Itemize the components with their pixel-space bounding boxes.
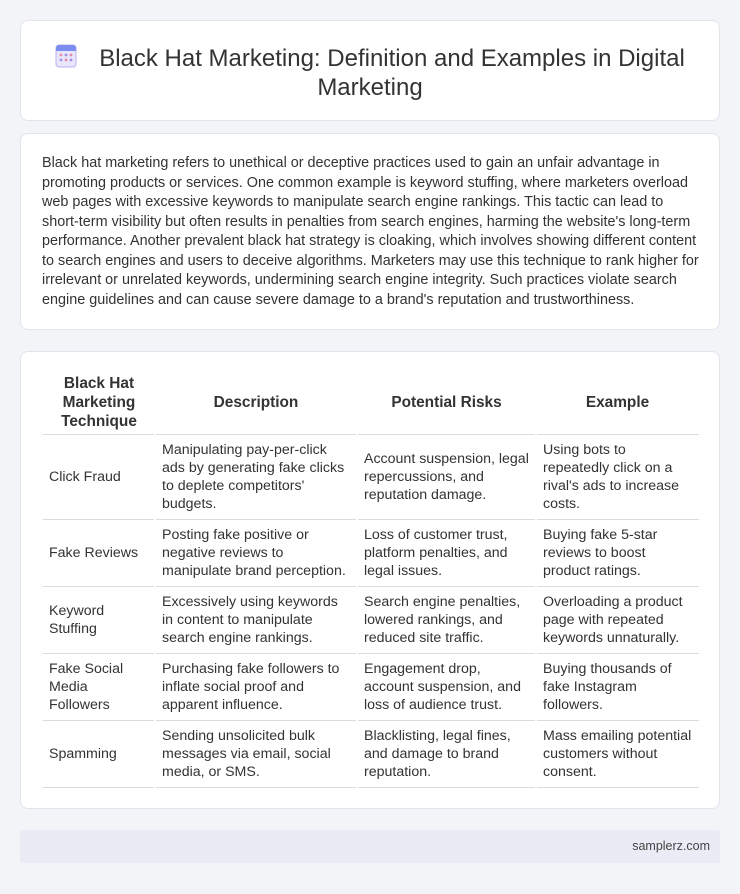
technique-cell: Spamming <box>43 720 155 787</box>
example-cell: Overloading a product page with repeated keywords unnaturally. <box>536 586 699 653</box>
example-cell: Mass emailing potential customers without consent. <box>536 720 699 787</box>
example-cell: Using bots to repeatedly click on a rival's ads to increase costs. <box>536 434 699 519</box>
header-example: Example <box>585 394 650 412</box>
technique-cell: Click Fraud <box>43 434 155 519</box>
table-row <box>43 586 699 653</box>
table-row <box>43 720 699 787</box>
technique-cell: Fake Reviews <box>43 519 155 586</box>
table-card <box>20 351 720 809</box>
intro-card <box>20 133 720 330</box>
description-cell: Sending unsolicited bulk messages via email, social media, or SMS. <box>155 720 357 787</box>
page-title-wrap <box>51 44 689 102</box>
footer <box>20 830 720 863</box>
technique-cell: Keyword Stuffing <box>43 586 155 653</box>
risks-cell: Account suspension, legal repercussions, and reputation damage. <box>357 434 536 519</box>
header-description: Description <box>213 394 299 412</box>
document-icon <box>55 44 77 68</box>
example-cell: Buying thousands of fake Instagram followers. <box>536 653 699 720</box>
footer-site-link[interactable]: samplerz.com <box>632 839 710 853</box>
risks-cell: Search engine penalties, lowered rankings, and reduced site traffic. <box>357 586 536 653</box>
description-cell: Posting fake positive or negative reviews to manipulate brand perception. <box>155 519 357 586</box>
table-row <box>43 519 699 586</box>
description-cell: Manipulating pay-per-click ads by generating fake clicks to deplete competitors' budgets. <box>155 434 357 519</box>
title-card <box>20 20 720 121</box>
risks-cell: Loss of customer trust, platform penalties, and legal issues. <box>357 519 536 586</box>
techniques-table <box>43 372 699 788</box>
table-row <box>43 653 699 720</box>
risks-cell: Engagement drop, account suspension, and loss of audience trust. <box>357 653 536 720</box>
header-risks: Potential Risks <box>391 394 502 412</box>
risks-cell: Blacklisting, legal fines, and damage to brand reputation. <box>357 720 536 787</box>
intro-paragraph: Black hat marketing refers to unethical or deceptive practices used to gain an unfair advantage in promoting products or services. One common example is keyword stuffing, where marketers overload web pages with excessive keywords to manipulate search engine rankings. This tactic can lead to short-term visibility but often results in penalties from search engines, harming the website's long-term performance. Another prevalent black hat strategy is cloaking, which involves showing different content to search engines and users to deceive algorithms. Marketers may use this technique to rank higher for irrelevant or unrelated keywords, undermining search engine integrity. Such practices violate search engine guidelines and can cause severe damage to a brand's reputation and trustworthiness. <box>42 155 699 308</box>
table-row <box>43 434 699 519</box>
page-title: Black Hat Marketing: Definition and Examples in Digital Marketing <box>99 45 685 101</box>
header-technique: Black Hat Marketing Technique <box>61 375 137 431</box>
table-header-row <box>43 372 699 434</box>
example-cell: Buying fake 5-star reviews to boost product ratings. <box>536 519 699 586</box>
description-cell: Purchasing fake followers to inflate social proof and apparent influence. <box>155 653 357 720</box>
description-cell: Excessively using keywords in content to manipulate search engine rankings. <box>155 586 357 653</box>
technique-cell: Fake Social Media Followers <box>43 653 155 720</box>
